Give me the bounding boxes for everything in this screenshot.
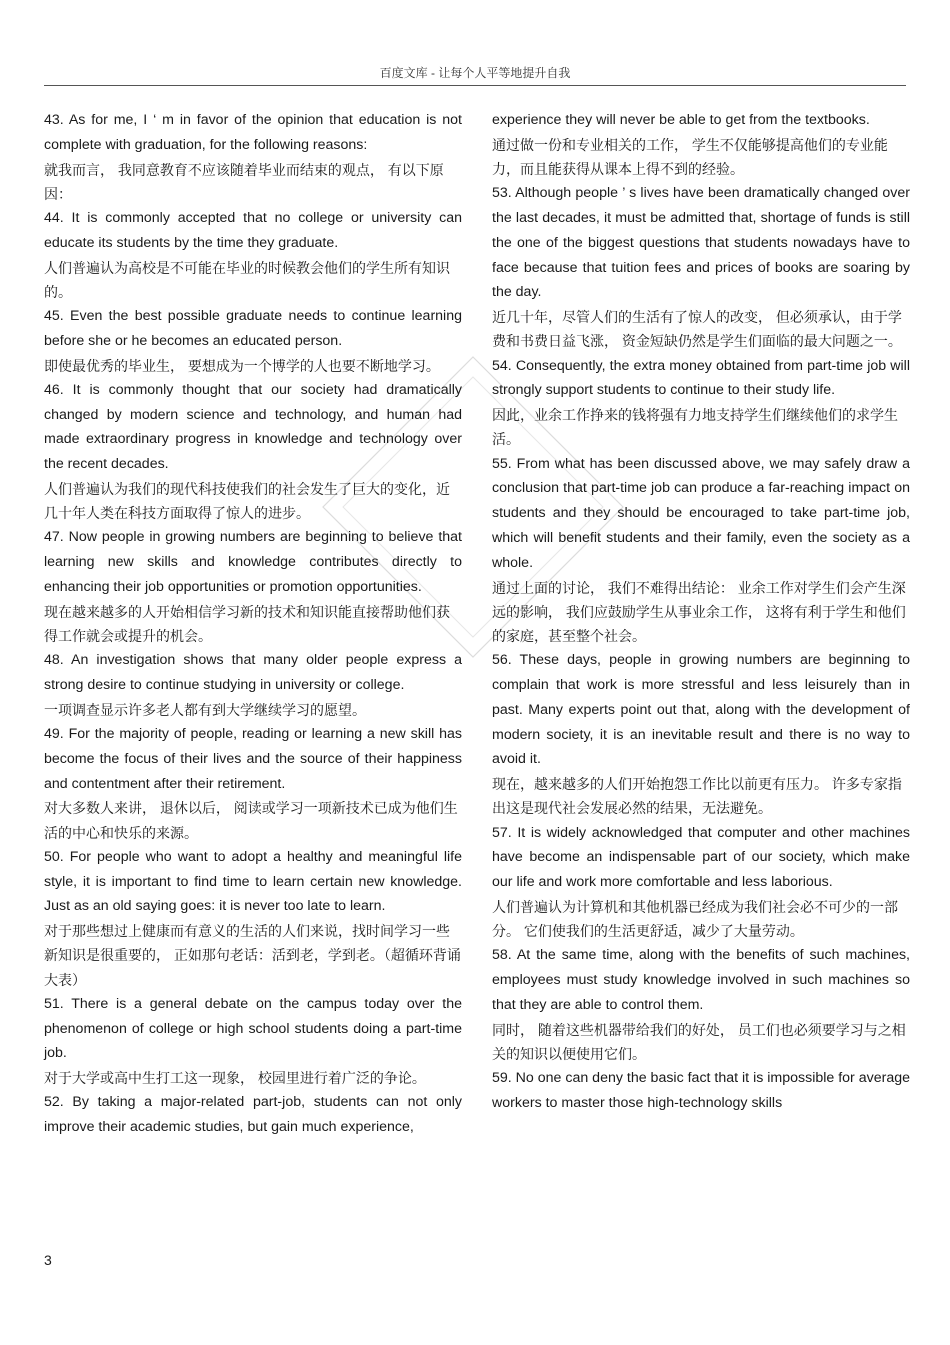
entry-45: [44, 304, 462, 378]
english-sentence: 44. It is commonly accepted that no college or university can educate its students by the time they graduate.: [44, 210, 462, 251]
right-column: [492, 108, 910, 1116]
chinese-translation: 因此，业余工作挣来的钱将强有力地支持学生们继续他们的求学生活。: [492, 407, 898, 448]
english-sentence: experience they will never be able to get from the textbooks.: [492, 112, 870, 128]
english-sentence: 45. Even the best possible graduate needs to continue learning before she or he becomes an educated person.: [44, 308, 462, 349]
entry-54: [492, 354, 910, 452]
chinese-translation: 现在，越来越多的人们开始抱怨工作比以前更有压力。 许多专家指出这是现代社会发展必然的结果，无法避免。: [492, 776, 902, 817]
english-sentence: 57. It is widely acknowledged that computer and other machines have become an indispensable part of our society, which make our life and work more comfortable and less laborious.: [492, 824, 910, 891]
chinese-translation: 通过上面的讨论， 我们不难得出结论： 业余工作对学生们会产生深远的影响， 我们应鼓励学生从事业余工作， 这将有利于学生和他们的家庭，甚至整个社会。: [492, 579, 906, 644]
chinese-translation: 人们普遍认为我们的现代科技使我们的社会发生了巨大的变化，近几十年人类在科技方面取得了惊人的进步。: [44, 480, 450, 522]
entry-53: [492, 181, 910, 353]
entry-49: [44, 722, 462, 845]
entry-57: [492, 821, 910, 944]
english-sentence: 58. At the same time, along with the benefits of such machines, employees must study knowledge involved in such machines so that they are able to control them.: [492, 947, 910, 1013]
entry-48: [44, 648, 462, 722]
chinese-translation: 对于大学或高中生打工这一现象， 校园里进行着广泛的争论。: [44, 1070, 426, 1087]
chinese-translation: 人们普遍认为计算机和其他机器已经成为我们社会必不可少的一部分。 它们使我们的生活更舒适，减少了大量劳动。: [492, 898, 898, 940]
english-sentence: 47. Now people in growing numbers are beginning to believe that learning new skills and knowledge contributes directly to enhancing their job opportunities or promotion opportunities.: [44, 529, 462, 595]
page-header: 百度文库 - 让每个人平等地提升自我: [379, 66, 571, 80]
english-sentence: 51. There is a general debate on the campus today over the phenomenon of college or high school students doing a part-time job.: [44, 995, 462, 1062]
english-sentence: 55. From what has been discussed above, we may safely draw a conclusion that part-time job can produce a far-reaching impact on students and they should be encouraged to take part-time job, which will benefit students and their family, even the society as a whole.: [492, 455, 910, 571]
chinese-translation: 近几十年，尽管人们的生活有了惊人的改变， 但必须承认，由于学费和书费日益飞涨， 资金短缺仍然是学生们面临的最大问题之一。: [492, 309, 902, 350]
english-sentence: 46. It is commonly thought that our society had dramatically changed by modern science and technology, and human had made extraordinary progress in knowledge and technology over the recent decades.: [44, 381, 462, 473]
chinese-translation: 就我而言， 我同意教育不应该随着毕业而结束的观点， 有以下原因：: [44, 161, 444, 202]
entry-51: [44, 992, 462, 1091]
english-sentence: 48. An investigation shows that many older people express a strong desire to continue studying in university or college.: [44, 652, 462, 693]
entry-46: [44, 378, 462, 526]
english-sentence: 59. No one can deny the basic fact that it is impossible for average workers to master those high-technology skills: [492, 1070, 910, 1111]
chinese-translation: 人们普遍认为高校是不可能在毕业的时候教会他们的学生所有知识的。: [44, 259, 450, 300]
header-divider: [44, 85, 906, 86]
entry-59: [492, 1066, 910, 1116]
page-number: 3: [44, 1252, 52, 1268]
entry-56: [492, 648, 910, 820]
chinese-translation: 对于那些想过上健康而有意义的生活的人们来说，找时间学习一些新知识是很重要的， 正如那句老话：活到老，学到老。（超循环背诵大表）: [44, 923, 461, 988]
english-sentence: 52. By taking a major-related part-job, students can not only improve their academic studies, but gain much experience,: [44, 1094, 462, 1136]
chinese-translation: 现在越来越多的人开始相信学习新的技术和知识能直接帮助他们获得工作就会或提升的机会。: [44, 603, 450, 644]
english-sentence: 53. Although people ’ s lives have been dramatically changed over the last decades, it must be admitted that, shortage of funds is still the one of the biggest questions that students nowadays have to face because that tuition fees and prices of books are soaring by the day.: [492, 185, 910, 301]
entry-44: [44, 206, 462, 304]
chinese-translation: 通过做一份和专业相关的工作， 学生不仅能够提高他们的专业能力，而且能获得从课本上得不到的经验。: [492, 136, 888, 177]
entry-43: [44, 108, 462, 206]
entry-58: [492, 943, 910, 1066]
chinese-translation: 一项调查显示许多老人都有到大学继续学习的愿望。: [44, 701, 366, 718]
chinese-translation: 即使最优秀的毕业生， 要想成为一个博学的人也要不断地学习。: [44, 357, 440, 374]
english-sentence: 50. For people who want to adopt a healthy and meaningful life style, it is important to find time to learn certain new knowledge. Just as an old saying goes: it is never too late to learn.: [44, 848, 462, 915]
chinese-translation: 对大多数人来讲， 退休以后， 阅读或学习一项新技术已成为他们生活的中心和快乐的来源。: [44, 800, 458, 841]
left-column: [44, 108, 462, 1140]
english-sentence: 54. Consequently, the extra money obtained from part-time job will strongly support students to continue to their study life.: [492, 357, 910, 399]
chinese-translation: 同时， 随着这些机器带给我们的好处， 员工们也必须要学习与之相关的知识以便使用它们。: [492, 1021, 906, 1062]
entry-52-continued: [492, 108, 910, 181]
english-sentence: 43. As for me, I ‘ m in favor of the opinion that education is not complete with graduation, for the following reasons:: [44, 112, 462, 153]
english-sentence: 49. For the majority of people, reading or learning a new skill has become the focus of their lives and the source of their happiness and contentment after their retirement.: [44, 725, 462, 792]
entry-47: [44, 525, 462, 648]
english-sentence: 56. These days, people in growing numbers are beginning to complain that work is more stressful and less leisurely than in past. Many experts point out that, along with the development of modern society, it is an inevitable result and there is no way to avoid it.: [492, 652, 910, 768]
entry-52: [44, 1090, 462, 1140]
entry-50: [44, 845, 462, 992]
entry-55: [492, 452, 910, 649]
